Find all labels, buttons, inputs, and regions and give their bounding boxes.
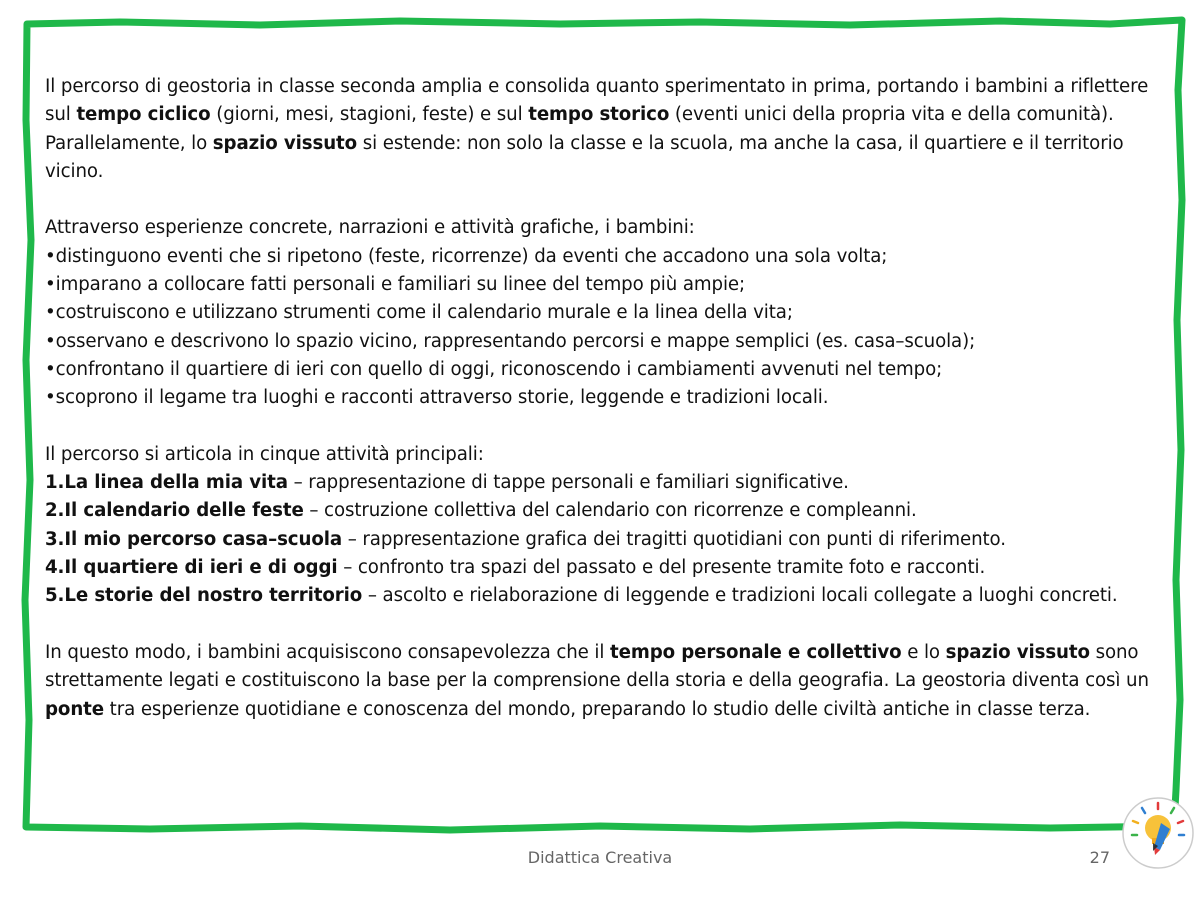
bold-term: tempo personale e collettivo — [610, 641, 902, 663]
bullet-item: •confrontano il quartiere di ieri con quello di oggi, riconoscendo i cambiamenti avvenuti nel tempo; — [45, 358, 943, 380]
bold-term: spazio vissuto — [945, 641, 1090, 663]
text-run: (giorni, mesi, stagioni, feste) e sul — [210, 104, 529, 126]
bullets-intro: Attraverso esperienze concrete, narrazioni e attività grafiche, i bambini: — [45, 217, 695, 239]
bold-term: spazio vissuto — [212, 132, 358, 154]
text-run: si estende: non solo la classe e la scuola, ma anche la casa, il quartiere e il territorio vicino. — [45, 132, 1124, 182]
activity-title: 3.Il mio percorso casa–scuola — [45, 528, 343, 550]
activity-item — [45, 469, 1165, 497]
activity-desc: – costruzione collettiva del calendario con ricorrenze e compleanni. — [303, 500, 917, 522]
footer-brand: Didattica Creativa — [527, 848, 673, 867]
bullet-item: •costruiscono e utilizzano strumenti come il calendario murale e la linea della vita; — [45, 302, 793, 324]
activity-title: 1.La linea della mia vita — [45, 472, 288, 494]
activity-title: 2.Il calendario delle feste — [45, 500, 304, 522]
bold-term: tempo ciclico — [76, 104, 211, 126]
activity-item — [45, 497, 1165, 525]
activity-desc: – confronto tra spazi del passato e del presente tramite foto e racconti. — [337, 557, 986, 579]
text-run: In questo modo, i bambini acquisiscono consapevolezza che il — [45, 641, 611, 663]
main-text — [45, 73, 1165, 724]
activity-desc: – rappresentazione di tappe personali e familiari significative. — [287, 472, 849, 494]
activity-item — [45, 526, 1165, 554]
bold-term: ponte — [45, 698, 104, 720]
bullet-item: •scoprono il legame tra luoghi e racconti attraverso storie, leggende e tradizioni locali. — [45, 387, 829, 409]
text-run: e lo — [901, 641, 946, 663]
text-run: Il percorso di geostoria in classe seconda amplia e consolida quanto sperimentato in prima, portando i bambini a riflettere sul — [45, 76, 1149, 126]
bullet-item: •imparano a collocare fatti personali e familiari su linee del tempo più ampie; — [45, 274, 746, 296]
spacer — [45, 413, 1165, 441]
page-number: 27 — [1089, 848, 1110, 867]
activity-title: 5.Le storie del nostro territorio — [45, 585, 363, 607]
activities-intro: Il percorso si articola in cinque attività principali: — [45, 443, 484, 465]
activity-title: 4.Il quartiere di ieri e di oggi — [45, 557, 338, 579]
text-run: sono strettamente legati e costituiscono la base per la comprensione della storia e della geografia. La geostoria diventa così un — [45, 641, 1149, 692]
bullet-item: •osservano e descrivono lo spazio vicino, rappresentando percorsi e mappe semplici (es. casa–scuola); — [45, 330, 976, 352]
lightbulb-pencil-icon — [1120, 795, 1196, 871]
paragraph-intro — [45, 73, 1165, 186]
bullet-item: •distinguono eventi che si ripetono (feste, ricorrenze) da eventi che accadono una sola volta; — [45, 245, 888, 267]
activity-desc: – ascolto e rielaborazione di leggende e tradizioni locali collegate a luoghi concreti. — [362, 585, 1118, 607]
text-run: tra esperienze quotidiane e conoscenza del mondo, preparando lo studio delle civiltà antiche in classe terza. — [104, 698, 1091, 720]
activity-item — [45, 582, 1165, 610]
activity-desc: – rappresentazione grafica dei tragitti quotidiani con punti di riferimento. — [342, 528, 1006, 550]
paragraph-conclusion — [45, 639, 1165, 724]
activity-item — [45, 554, 1165, 582]
bold-term: tempo storico — [528, 104, 670, 126]
text-run: (eventi unici della propria vita e della comunità). Parallelamente, lo — [45, 104, 1114, 154]
spacer — [45, 186, 1165, 214]
spacer — [45, 611, 1165, 639]
